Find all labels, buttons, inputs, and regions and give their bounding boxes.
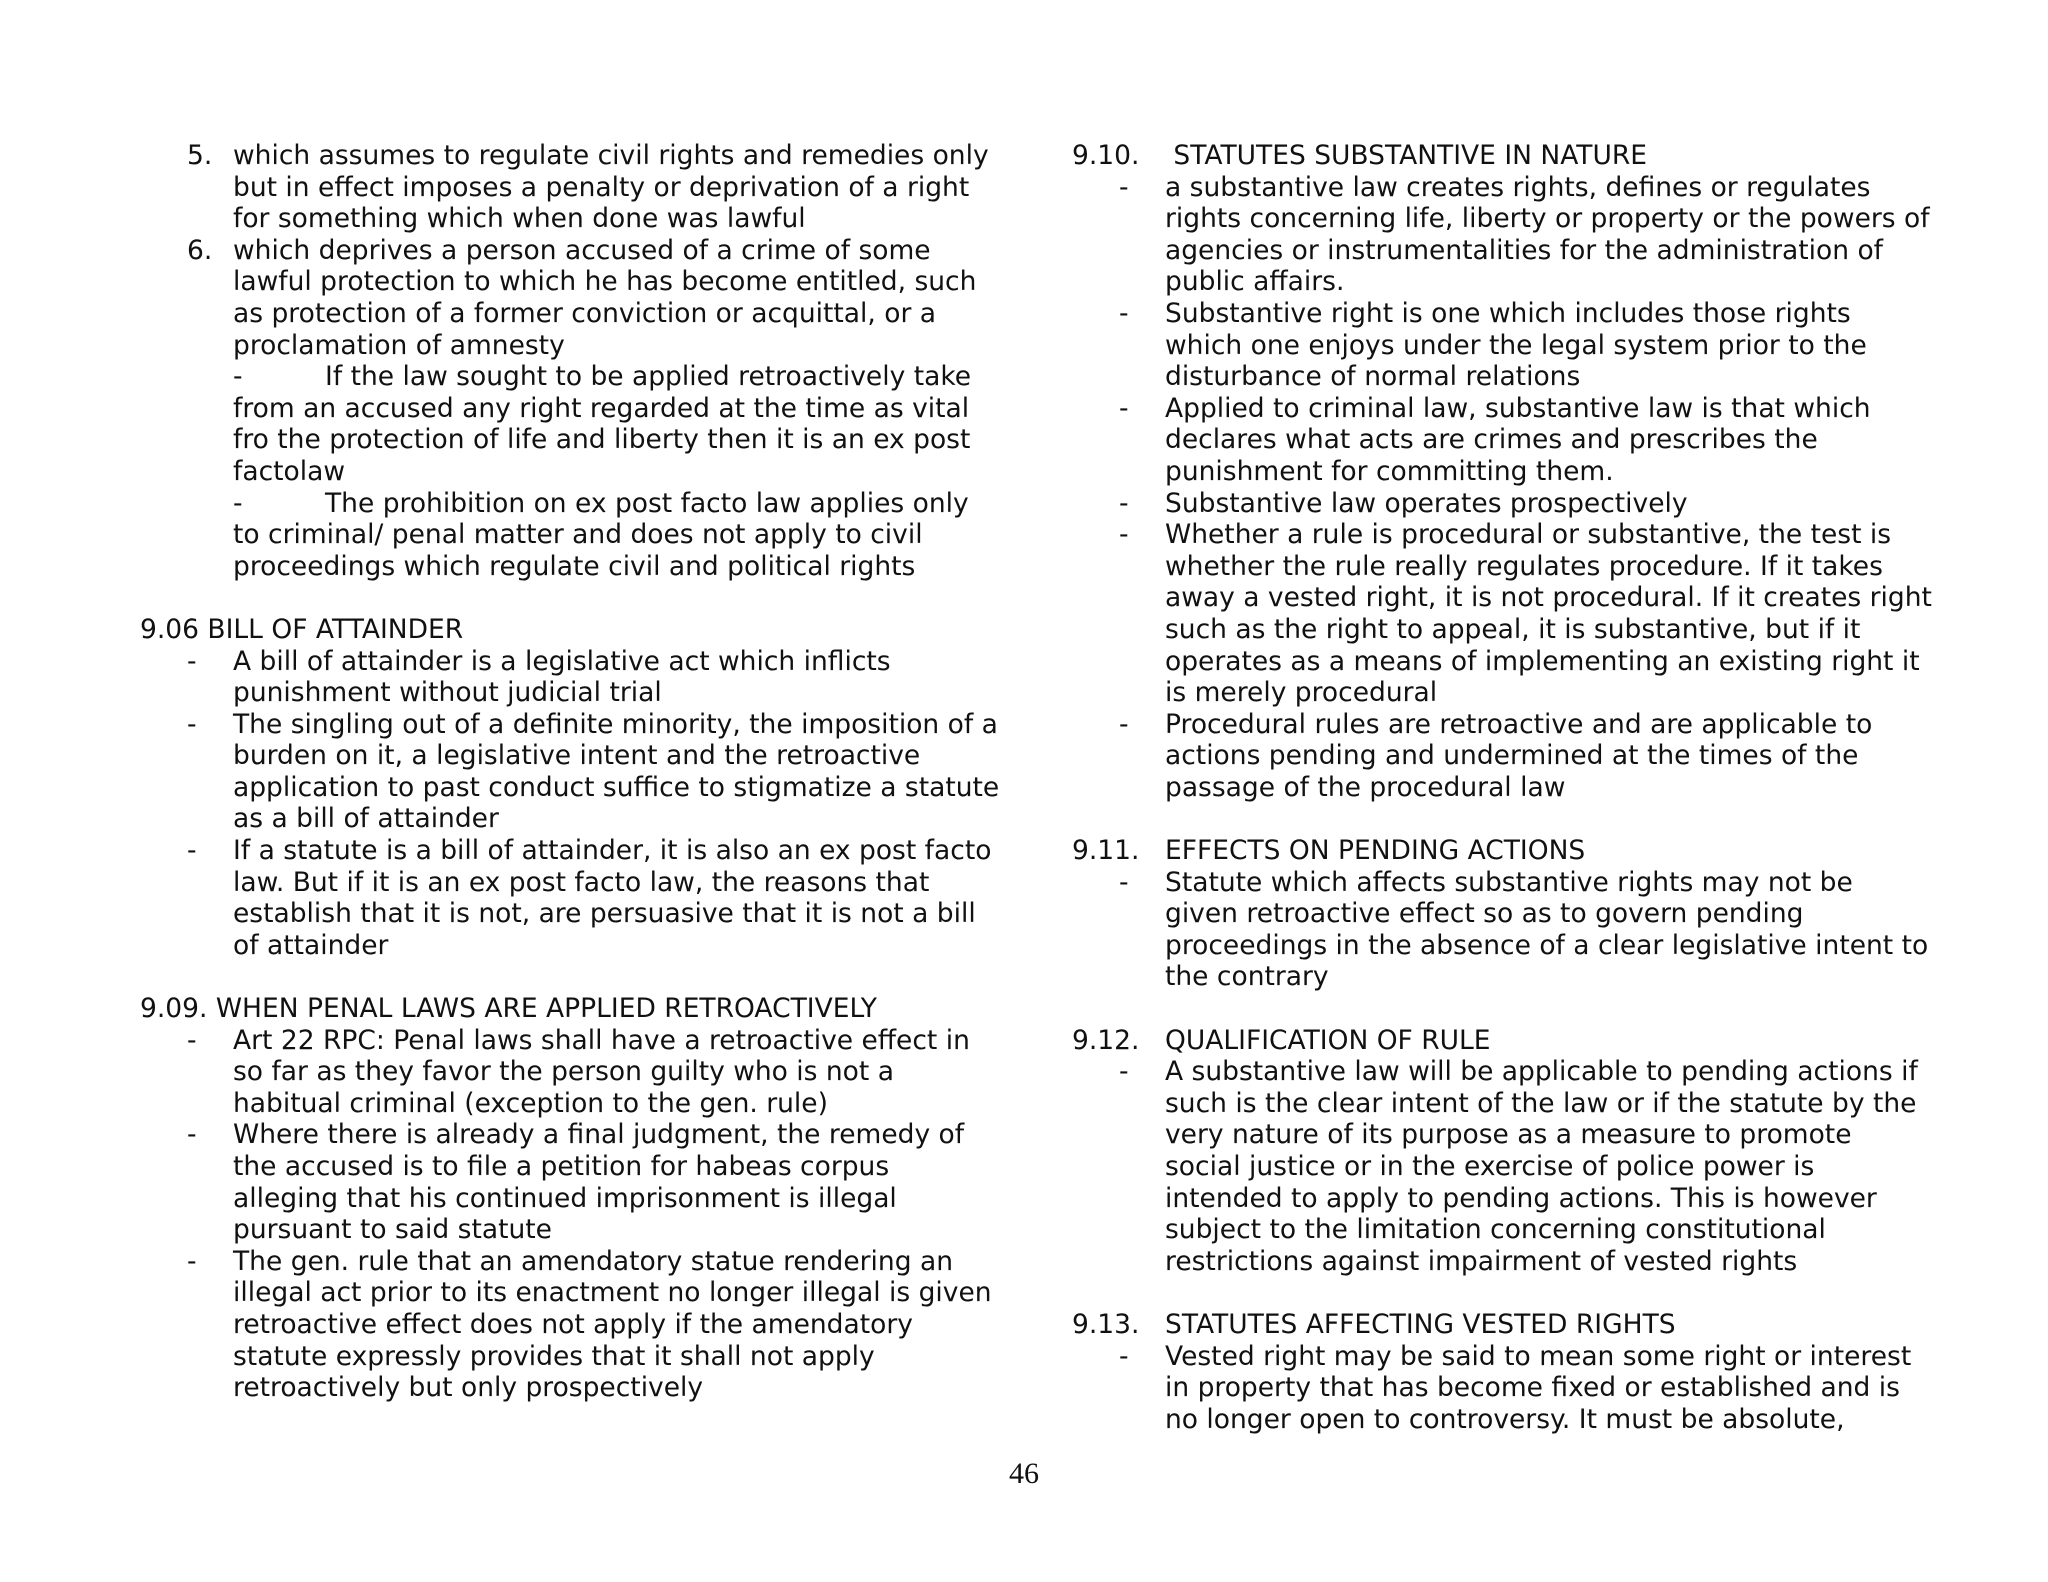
list-item: - Substantive law operates prospectively <box>1119 487 1688 519</box>
bullet-text: Substantive law operates prospectively <box>1165 487 1688 519</box>
section-heading-9-13: 9.13. STATUTES AFFECTING VESTED RIGHTS <box>1072 1308 1676 1340</box>
sub-bullet <box>233 488 1000 583</box>
list-item: - Whether a rule is procedural or substantive, the test is whether the rule really regulates procedure. If it takes away a vested right, it is not procedural. If it creates right such as the right to appeal, it is substantive, but if it operates as a means of implementing an existing right it is merely procedural <box>1119 519 1932 709</box>
bullet-text: Whether a rule is procedural or substantive, the test is whether the rule really regulates procedure. If it takes away a vested right, it is not procedural. If it creates right such as the right to appeal, it is substantive, but if it operates as a means of implementing an existing right it is merely procedural <box>1165 519 1932 709</box>
bullet-text: Applied to criminal law, substantive law is that which declares what acts are crimes and prescribes the punishment for committing them. <box>1165 392 1871 487</box>
bullet-text: A bill of attainder is a legislative act which inflicts punishment without judicial trial <box>233 645 891 709</box>
list-item: - Applied to criminal law, substantive law is that which declares what acts are crimes and prescribes the punishment for committing them. <box>1119 392 1871 487</box>
bullet-text: If a statute is a bill of attainder, it is also an ex post facto law. But if it is an ex post facto law, the reasons that establish that it is not, are persuasive that it is not a bill of attainder <box>233 835 992 961</box>
section-heading-9-06: 9.06 BILL OF ATTAINDER <box>140 613 464 645</box>
list-item: - A substantive law will be applicable to pending actions if such is the clear intent of the law or if the statute by the very nature of its purpose as a measure to promote social justice or in the exercise of police power is intended to apply to pending actions. This is however subject to the limitation concerning constitutional restrictions against impairment of vested rights <box>1119 1056 1918 1277</box>
bullet-list <box>1072 1341 1932 1436</box>
item-text: which assumes to regulate civil rights and remedies only but in effect imposes a penalty or deprivation of a right for something which when done was lawful <box>233 140 989 235</box>
list-item: - a substantive law creates rights, defines or regulates rights concerning life, liberty or property or the powers of agencies or instrumentalities for the administration of public affairs. <box>1119 171 1930 298</box>
section-heading-9-11: 9.11. EFFECTS ON PENDING ACTIONS <box>1072 835 1586 867</box>
item-number: 5. <box>187 140 213 171</box>
list-item: - The singling out of a definite minority, the imposition of a burden on it, a legislative intent and the retroactive application to past conduct suffice to stigmatize a statute as a bill of attainder <box>187 708 1000 835</box>
bullet-text: Statute which affects substantive rights may not be given retroactive effect so as to govern pending proceedings in the absence of a clear legislative intent to the contrary <box>1165 866 1929 993</box>
bullet-text: Substantive right is one which includes those rights which one enjoys under the legal system prior to the disturbance of normal relations <box>1165 297 1867 393</box>
list-item: - Statute which affects substantive rights may not be given retroactive effect so as to govern pending proceedings in the absence of a clear legislative intent to the contrary <box>1119 866 1929 993</box>
bullet-list <box>1072 867 1932 993</box>
list-item: - A bill of attainder is a legislative act which inflicts punishment without judicial trial <box>187 645 891 709</box>
item-text: which deprives a person accused of a crime of some lawful protection to which he has become entitled, such as protection of a former conviction or acquittal, or a proclamation of amnesty <box>233 234 977 361</box>
numbered-item-5 <box>140 140 1000 235</box>
sub-bullet-text: If the law sought to be applied retroactively take from an accused any right regarded at the time as vital fro the protection of life and liberty then it is an ex post factolaw <box>233 361 972 487</box>
dash-marker: - <box>233 487 243 519</box>
sub-bullet <box>233 361 1000 487</box>
right-column <box>1072 140 1932 1435</box>
list-item: - Substantive right is one which includes those rights which one enjoys under the legal system prior to the disturbance of normal relations <box>1119 297 1867 393</box>
section-heading-9-09: 9.09. WHEN PENAL LAWS ARE APPLIED RETROACTIVELY <box>140 993 877 1025</box>
bullet-text: Vested right may be said to mean some right or interest in property that has become fixed or established and is no longer open to controversy. It must be absolute, <box>1165 1340 1912 1435</box>
bullet-text: Procedural rules are retroactive and are applicable to actions pending and undermined at the times of the passage of the procedural law <box>1165 708 1873 803</box>
list-item: - Art 22 RPC: Penal laws shall have a retroactive effect in so far as they favor the person guilty who is not a habitual criminal (exception to the gen. rule) <box>187 1024 970 1119</box>
item-number: 6. <box>187 234 213 266</box>
bullet-text: A substantive law will be applicable to pending actions if such is the clear intent of the law or if the statute by the very nature of its purpose as a measure to promote social justice or in the exercise of police power is intended to apply to pending actions. This is however subject to the limitation concerning constitutional restrictions against impairment of vested rights <box>1165 1056 1918 1277</box>
section-heading-9-12: 9.12. QUALIFICATION OF RULE <box>1072 1024 1491 1056</box>
list-item: - Procedural rules are retroactive and are applicable to actions pending and undermined at the times of the passage of the procedural law <box>1119 708 1873 803</box>
sub-bullet-text: The prohibition on ex post facto law applies only to criminal/ penal matter and does not apply to civil proceedings which regulate civil and political rights <box>233 487 969 582</box>
list-item: - If a statute is a bill of attainder, it is also an ex post facto law. But if it is an ex post facto law, the reasons that establish that it is not, are persuasive that it is not a bill of attainder <box>187 835 992 961</box>
list-item: - Vested right may be said to mean some right or interest in property that has become fixed or established and is no longer open to controversy. It must be absolute, <box>1119 1340 1912 1435</box>
bullet-text: The singling out of a definite minority, the imposition of a burden on it, a legislative intent and the retroactive application to past conduct suffice to stigmatize a statute as a bill of attainder <box>233 708 1000 835</box>
left-column <box>140 140 1000 1404</box>
page-number: 46 <box>1009 1457 1039 1490</box>
section-heading-9-10: 9.10. STATUTES SUBSTANTIVE IN NATURE <box>1072 140 1648 171</box>
bullet-text: Where there is already a final judgment, the remedy of the accused is to file a petition for habeas corpus alleging that his continued imprisonment is illegal pursuant to said statute <box>233 1119 965 1246</box>
bullet-list <box>140 1025 1000 1404</box>
bullet-list <box>140 646 1000 962</box>
list-item: - The gen. rule that an amendatory statue rendering an illegal act prior to its enactment no longer illegal is given retroactive effect does not apply if the amendatory statute expressly provides that it shall not apply retroactively but only prospectively <box>187 1245 992 1404</box>
bullet-list <box>1072 172 1932 804</box>
bullet-list <box>1072 1056 1932 1277</box>
bullet-text: The gen. rule that an amendatory statue rendering an illegal act prior to its enactment no longer illegal is given retroactive effect does not apply if the amendatory statute expressly provides that it shall not apply retroactively but only prospectively <box>233 1245 992 1404</box>
bullet-text: Art 22 RPC: Penal laws shall have a retroactive effect in so far as they favor the person guilty who is not a habitual criminal (exception to the gen. rule) <box>233 1024 970 1119</box>
numbered-item-6 <box>140 235 1000 361</box>
list-item: - Where there is already a final judgment, the remedy of the accused is to file a petition for habeas corpus alleging that his continued imprisonment is illegal pursuant to said statute <box>187 1119 965 1246</box>
bullet-text: a substantive law creates rights, defines or regulates rights concerning life, liberty or property or the powers of agencies or instrumentalities for the administration of public affairs. <box>1165 171 1930 298</box>
dash-marker: - <box>233 361 243 393</box>
